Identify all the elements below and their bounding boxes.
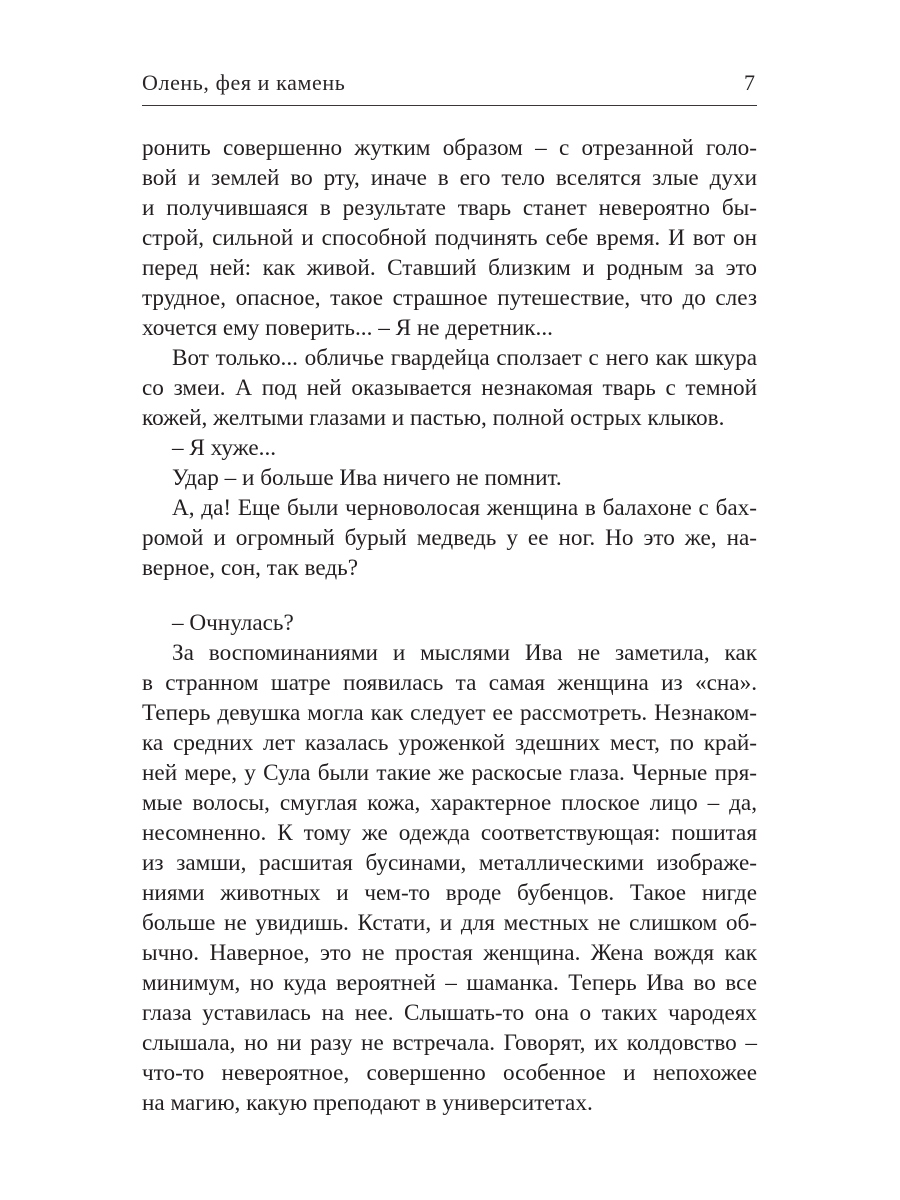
- text-line: верное, сон, так ведь?: [142, 555, 358, 581]
- text-line: на магию, какую преподают в университетах.: [142, 1090, 593, 1116]
- text-line: и получившаяся в результате тварь станет невероятно бы-: [142, 195, 757, 221]
- text-line: что-то невероятное, совершенно особенное и непохожее: [142, 1060, 757, 1086]
- text-line: минимум, но куда вероятней – шаманка. Теперь Ива во все: [142, 970, 757, 996]
- header-rule: [142, 105, 757, 106]
- body-text: [142, 133, 757, 1118]
- text-line: ней мере, у Сула были такие же раскосые глаза. Черные пря-: [142, 760, 757, 786]
- text-line: со змеи. А под ней оказывается незнакомая тварь с темной: [142, 375, 757, 401]
- text-line: хочется ему поверить... – Я не деретник...: [142, 315, 553, 341]
- text-line: ромой и огромный бурый медведь у ее ног. Но это же, на-: [142, 525, 757, 551]
- text-line: трудное, опасное, такое страшное путешествие, что до слез: [142, 285, 757, 311]
- text-line: глаза уставилась на нее. Слышать-то она о таких чародеях: [142, 1000, 757, 1026]
- text-line: мые волосы, смуглая кожа, характерное плоское лицо – да,: [142, 790, 757, 816]
- running-title: Олень, фея и камень: [142, 70, 346, 95]
- text-line: Удар – и больше Ива ничего не помнит.: [172, 465, 562, 491]
- text-line: ниями животных и чем-то вроде бубенцов. Такое нигде: [142, 880, 757, 906]
- text-line: За воспоминаниями и мыслями Ива не заметила, как: [172, 640, 757, 666]
- text-line: кожей, желтыми глазами и пастью, полной острых клыков.: [142, 405, 725, 431]
- text-line: ычно. Наверное, это не простая женщина. Жена вождя как: [142, 940, 757, 966]
- text-line: перед ней: как живой. Ставший близким и родным за это: [142, 255, 757, 281]
- text-line: несомненно. К тому же одежда соответствующая: пошитая: [142, 820, 757, 846]
- text-line: слышала, но ни разу не встречала. Говорят, их колдовство –: [142, 1030, 757, 1056]
- text-line: Вот только... обличье гвардейца сползает с него как шкура: [172, 345, 757, 371]
- running-header: [142, 68, 757, 102]
- dialogue-line: – Я хуже...: [172, 435, 277, 461]
- text-line: ронить совершенно жутким образом – с отрезанной голо-: [142, 135, 757, 161]
- text-line: строй, сильной и способной подчинять себе время. И вот он: [142, 225, 757, 251]
- text-line: в странном шатре появилась та самая женщина из «сна».: [142, 670, 757, 696]
- text-line: А, да! Еще были черноволосая женщина в балахоне с бах-: [172, 495, 757, 521]
- text-line: из замши, расшитая бусинами, металлическими изображе-: [142, 850, 757, 876]
- section-break: [142, 583, 757, 608]
- text-line: вой и землей во рту, иначе в его тело вселятся злые духи: [142, 165, 757, 191]
- page-number: 7: [744, 70, 755, 95]
- text-line: Теперь девушка могла как следует ее рассмотреть. Незнаком-: [142, 700, 757, 726]
- dialogue-line: – Очнулась?: [172, 610, 294, 636]
- text-line: больше не увидишь. Кстати, и для местных не слишком об-: [142, 910, 757, 936]
- text-line: ка средних лет казалась уроженкой здешних мест, по край-: [142, 730, 757, 756]
